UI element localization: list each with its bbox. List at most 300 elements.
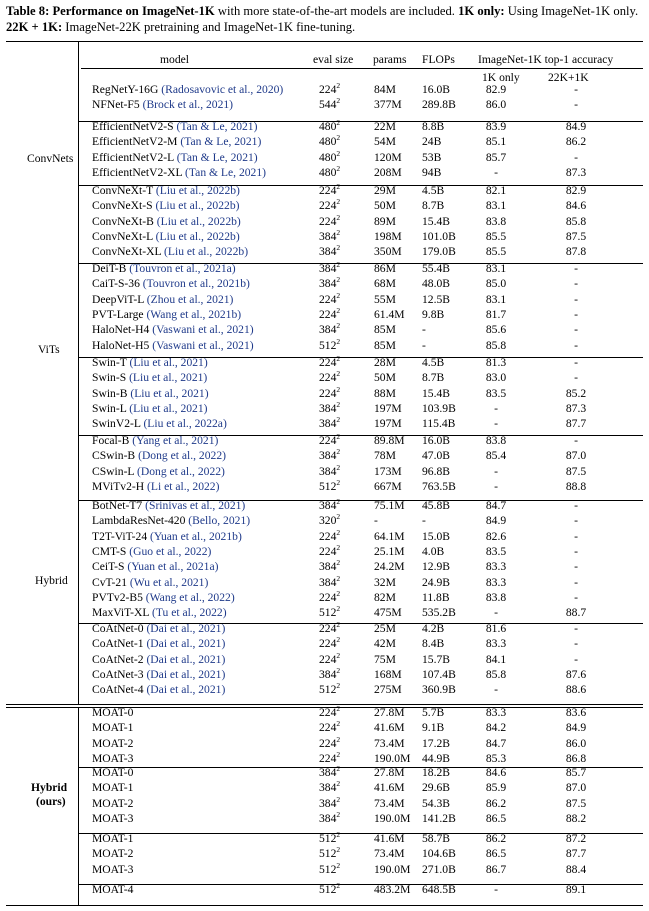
citation-link[interactable]: (Liu et al., 2021): [129, 371, 208, 385]
citation-link[interactable]: (Yuan et al., 2021b): [150, 529, 242, 543]
cell-value: -: [574, 622, 578, 635]
cell-params: [374, 514, 378, 527]
cell-params: [374, 215, 396, 228]
cell-value: 75.1M: [374, 499, 405, 512]
cell-res: [319, 356, 340, 369]
cell-value: 87.2: [565, 832, 587, 845]
cell-value: 384: [319, 402, 337, 416]
cell-value: 53B: [422, 150, 442, 164]
model-label: DeepViT-L: [92, 292, 144, 306]
model-label: CoAtNet-1: [92, 637, 144, 651]
cell-value: 224: [319, 591, 337, 605]
cell-params: [374, 449, 396, 462]
cell-value: -: [574, 292, 578, 306]
cell-value: 115.4B: [422, 417, 456, 431]
cell-value: 197M: [374, 417, 402, 431]
cell-value: 24.9B: [422, 575, 451, 589]
cell-value: -: [494, 166, 498, 180]
model-label: BotNet-T7: [92, 499, 143, 512]
model-name: [92, 215, 241, 228]
cell-flops: [422, 883, 456, 896]
cell-params: [374, 308, 405, 321]
citation-link[interactable]: (Wu et al., 2021): [129, 575, 209, 589]
model-label: Focal-B: [92, 434, 130, 447]
cell-value: 75M: [374, 652, 396, 666]
citation-link[interactable]: (Liu et al., 2021): [129, 402, 208, 416]
cell-value: 83.0: [485, 371, 507, 385]
model-name: [92, 151, 258, 164]
cell-value: 86.7: [485, 862, 507, 876]
cell-value: 82.1: [485, 184, 507, 197]
cell-value: 224: [319, 706, 337, 719]
cell-a22k: [560, 184, 592, 197]
cell-flops: [422, 863, 456, 876]
cell-a22k: [560, 308, 592, 321]
cell-flops: [422, 371, 444, 384]
cell-value: 544: [319, 98, 337, 112]
cell-value: 224: [319, 83, 337, 96]
cell-value: 11.8B: [422, 591, 450, 605]
cell-params: [374, 339, 396, 352]
cell-value: 384: [319, 417, 337, 431]
cell-a1k: [480, 883, 512, 896]
cell-params: [374, 151, 402, 164]
squared-superscript: 2: [336, 212, 341, 222]
model-name: [92, 812, 133, 825]
cell-value: 289.8B: [422, 98, 456, 112]
cell-value: 82.9: [485, 83, 507, 96]
cell-value: 384: [319, 262, 337, 275]
cell-value: 320: [319, 514, 337, 528]
cell-res: [319, 336, 341, 352]
cell-value: 12.9B: [422, 560, 451, 574]
model-name: [92, 98, 233, 111]
cell-a22k: [560, 683, 592, 696]
model-name: [92, 797, 133, 810]
cell-a22k: [560, 752, 592, 765]
cell-flops: [422, 417, 455, 430]
citation-link[interactable]: (Dai et al., 2021): [146, 622, 226, 635]
model-label: MOAT-1: [92, 721, 134, 735]
model-label: HaloNet-H5: [92, 338, 150, 352]
citation-link[interactable]: (Dai et al., 2021): [146, 637, 226, 651]
cell-value: 104.6B: [422, 847, 456, 861]
cell-flops: [422, 560, 450, 573]
citation-link[interactable]: (Radosavovic et al., 2020): [161, 83, 284, 96]
model-name: [92, 752, 133, 765]
cell-value: 224: [319, 199, 337, 213]
cell-res: [319, 308, 340, 321]
squared-superscript: 2: [336, 133, 341, 143]
cell-res: [319, 277, 340, 290]
cell-a22k: [560, 576, 592, 589]
cell-value: 84.6: [565, 199, 587, 213]
cell-params: [374, 637, 396, 650]
cell-value: 82.6: [485, 529, 507, 543]
model-name: [92, 883, 133, 896]
cell-value: 512: [319, 847, 337, 861]
model-name: [92, 514, 250, 527]
squared-superscript: 2: [336, 860, 341, 870]
cell-a1k: [480, 465, 512, 478]
cell-value: 86.5: [485, 812, 507, 826]
cell-params: [374, 706, 405, 719]
cell-a1k: [480, 151, 512, 164]
cell-value: -: [422, 514, 426, 528]
cell-value: -: [494, 883, 498, 896]
cell-value: 84.9: [565, 721, 587, 735]
cell-flops: [422, 230, 456, 243]
cell-value: 224: [319, 184, 337, 197]
cell-a22k: [560, 449, 592, 462]
citation-link[interactable]: (Li et al., 2022): [147, 480, 220, 494]
citation-link[interactable]: (Liu et al., 2022a): [143, 417, 227, 431]
cell-value: 84.9: [485, 514, 507, 528]
model-name: [92, 356, 208, 369]
squared-superscript: 2: [336, 415, 341, 425]
cell-value: 384: [319, 277, 337, 291]
cell-flops: [422, 98, 456, 111]
citation-link[interactable]: (Vaswani et al., 2021): [152, 323, 254, 337]
cell-value: 190.0M: [374, 812, 411, 826]
model-name: [92, 737, 133, 750]
cell-a1k: [480, 576, 512, 589]
model-label: SwinV2-L: [92, 417, 141, 431]
cell-a1k: [480, 402, 512, 415]
citation-link[interactable]: (Liu et al., 2022b): [155, 184, 240, 197]
model-label: CMT-S: [92, 545, 127, 559]
cell-a1k: [480, 166, 512, 179]
cell-flops: [422, 668, 456, 681]
cell-res: [319, 832, 340, 845]
cell-flops: [422, 812, 456, 825]
model-name: [92, 245, 248, 258]
cell-params: [374, 371, 396, 384]
cell-value: 87.3: [565, 402, 587, 416]
citation-link[interactable]: (Tan & Le, 2021): [176, 150, 258, 164]
cell-flops: [422, 832, 450, 845]
model-name: [92, 576, 208, 589]
cell-flops: [422, 606, 456, 619]
caption-label: Table 8:: [6, 4, 50, 18]
cell-a1k: [480, 514, 512, 527]
squared-superscript: 2: [336, 681, 341, 691]
cell-value: 648.5B: [422, 883, 456, 896]
cell-a1k: [480, 863, 512, 876]
cell-res: [319, 781, 340, 794]
block-separator: [79, 833, 643, 834]
cell-res: [319, 262, 340, 275]
cell-a1k: [480, 706, 512, 719]
model-label: PVT-Large: [92, 308, 144, 322]
cell-a22k: [560, 135, 592, 148]
cell-a1k: [480, 812, 512, 825]
cell-params: [374, 480, 402, 493]
group-label-hybrid: Hybrid: [35, 574, 68, 587]
cell-a1k: [480, 215, 512, 228]
cell-value: 103.9B: [422, 402, 456, 416]
cell-params: [374, 832, 405, 845]
cell-value: 81.3: [485, 356, 507, 369]
model-label: MOAT-3: [92, 862, 134, 876]
cell-params: [374, 812, 410, 825]
cell-flops: [422, 277, 450, 290]
cell-value: -: [574, 545, 578, 559]
citation-link[interactable]: (Zhou et al., 2021): [146, 292, 234, 306]
cell-res: [319, 883, 340, 896]
cell-flops: [422, 449, 450, 462]
cell-value: 83.3: [485, 575, 507, 589]
citation-link[interactable]: (Dai et al., 2021): [146, 683, 226, 697]
citation-link[interactable]: (Srinivas et al., 2021): [145, 499, 246, 512]
citation-link[interactable]: (Dong et al., 2022): [137, 464, 225, 478]
cell-res: [319, 734, 341, 750]
squared-superscript: 2: [336, 573, 341, 583]
cell-a1k: [480, 371, 512, 384]
cell-value: 83.3: [485, 706, 507, 719]
model-label: MOAT-0: [92, 706, 134, 719]
cell-params: [374, 668, 402, 681]
cell-res: [319, 683, 340, 696]
cell-a22k: [560, 706, 592, 719]
citation-link[interactable]: (Wang et al., 2021b): [146, 308, 242, 322]
cell-params: [374, 737, 405, 750]
cell-a1k: [480, 591, 512, 604]
cell-value: 12.5B: [422, 292, 451, 306]
squared-superscript: 2: [336, 148, 341, 158]
cell-value: 87.5: [565, 464, 587, 478]
citation-link[interactable]: (Yuan et al., 2021a): [127, 560, 219, 574]
citation-link[interactable]: (Yang et al., 2021): [132, 434, 219, 447]
cell-a22k: [560, 781, 592, 794]
cell-value: 87.5: [565, 230, 587, 244]
cell-value: 512: [319, 480, 337, 494]
cell-a22k: [560, 356, 592, 369]
cell-value: 85.6: [485, 323, 507, 337]
citation-link[interactable]: (Touvron et al., 2021a): [129, 262, 236, 275]
cell-value: 15.4B: [422, 386, 451, 400]
cell-value: 89.1: [565, 883, 587, 896]
cell-value: 85.8: [485, 668, 507, 682]
citation-link[interactable]: (Wang et al., 2022): [145, 591, 235, 605]
cell-res: [319, 166, 340, 179]
cell-value: 83.6: [565, 706, 587, 719]
citation-link[interactable]: (Dai et al., 2021): [146, 652, 226, 666]
cell-a1k: [480, 230, 512, 243]
citation-link[interactable]: (Tan & Le, 2021): [180, 135, 262, 149]
cell-res: [319, 752, 340, 765]
cell-value: 45.8B: [422, 499, 451, 512]
cell-a22k: [560, 863, 592, 876]
cell-a22k: [560, 591, 592, 604]
model-name: [92, 387, 209, 400]
squared-superscript: 2: [336, 881, 341, 891]
cell-value: 667M: [374, 480, 402, 494]
citation-link[interactable]: (Tan & Le, 2021): [176, 120, 258, 133]
model-name: [92, 863, 133, 876]
caption-22k-label: 22K + 1K:: [6, 20, 63, 34]
cell-value: 58.7B: [422, 832, 451, 845]
cell-a1k: [480, 653, 512, 666]
squared-superscript: 2: [336, 306, 341, 316]
cell-res: [319, 812, 340, 825]
cell-flops: [422, 83, 450, 96]
cell-value: 50M: [374, 371, 396, 385]
cell-res: [319, 148, 341, 164]
cell-res: [319, 622, 340, 635]
model-label: EfficientNetV2-L: [92, 150, 174, 164]
model-name: [92, 545, 211, 558]
cell-a1k: [480, 293, 512, 306]
squared-superscript: 2: [336, 369, 341, 379]
cell-value: 224: [319, 529, 337, 543]
citation-link[interactable]: (Liu et al., 2021): [129, 356, 208, 369]
cell-a1k: [480, 387, 512, 400]
citation-link[interactable]: (Bello, 2021): [188, 514, 251, 528]
cell-params: [374, 356, 396, 369]
cell-value: -: [574, 575, 578, 589]
cell-value: 83.1: [485, 199, 507, 213]
cell-value: -: [494, 417, 498, 431]
cell-value: 384: [319, 245, 337, 259]
model-label: DeiT-B: [92, 262, 127, 275]
cell-params: [374, 434, 405, 447]
cell-value: 512: [319, 832, 337, 845]
cell-value: 88.4: [565, 862, 587, 876]
cell-value: 179.0B: [422, 245, 456, 259]
cell-flops: [422, 465, 450, 478]
cell-a22k: [560, 465, 592, 478]
cell-value: 4.5B: [422, 356, 445, 369]
cell-value: -: [494, 606, 498, 620]
cell-value: 61.4M: [374, 308, 405, 322]
cell-value: 512: [319, 338, 337, 352]
cell-value: 83.5: [485, 386, 507, 400]
cell-flops: [422, 166, 441, 179]
cell-a1k: [480, 683, 512, 696]
cell-res: [319, 573, 341, 589]
cell-value: 271.0B: [422, 862, 456, 876]
citation-link[interactable]: (Brock et al., 2021): [142, 98, 234, 112]
citation-link[interactable]: (Tu et al., 2022): [151, 606, 227, 620]
cell-value: 87.7: [565, 847, 587, 861]
cell-value: -: [494, 464, 498, 478]
cell-value: 73.4M: [374, 847, 405, 861]
model-name: [92, 721, 133, 734]
cell-res: [319, 199, 340, 212]
squared-superscript: 2: [336, 243, 341, 253]
citation-link[interactable]: (Touvron et al., 2021b): [142, 277, 250, 291]
cell-value: 83.1: [485, 262, 507, 275]
cell-flops: [422, 576, 450, 589]
cell-params: [374, 184, 396, 197]
model-name: [92, 434, 218, 447]
model-name: [92, 766, 133, 779]
cell-value: 224: [319, 386, 337, 400]
cell-flops: [422, 797, 450, 810]
cell-value: -: [574, 529, 578, 543]
cell-params: [374, 560, 405, 573]
model-name: [92, 308, 241, 321]
citation-link[interactable]: (Vaswani et al., 2021): [152, 338, 254, 352]
cell-value: 15.7B: [422, 652, 451, 666]
citation-link[interactable]: (Dai et al., 2021): [146, 668, 226, 682]
cell-params: [374, 797, 405, 810]
cell-flops: [422, 737, 450, 750]
cell-value: -: [574, 262, 578, 275]
cell-params: [374, 245, 402, 258]
cell-res: [319, 721, 340, 734]
cell-flops: [422, 308, 444, 321]
cell-a1k: [480, 606, 512, 619]
citation-link[interactable]: (Guo et al., 2022): [129, 545, 212, 559]
cell-flops: [422, 184, 444, 197]
cell-flops: [422, 752, 450, 765]
cell-value: 83.8: [485, 434, 507, 447]
model-name: [92, 683, 225, 696]
squared-superscript: 2: [336, 384, 341, 394]
cell-value: 41.6M: [374, 832, 405, 845]
citation-link[interactable]: (Liu et al., 2022b): [155, 199, 240, 213]
cell-value: 83.1: [485, 292, 507, 306]
squared-superscript: 2: [336, 810, 341, 820]
model-label: ConvNeXt-T: [92, 184, 153, 197]
citation-link[interactable]: (Liu et al., 2021): [130, 386, 209, 400]
model-name: [92, 499, 245, 512]
cell-flops: [422, 215, 450, 228]
cell-value: 29M: [374, 184, 396, 197]
cell-value: 384: [319, 575, 337, 589]
model-label: MOAT-2: [92, 796, 134, 810]
cell-a1k: [480, 797, 512, 810]
cell-res: [319, 449, 340, 462]
cell-a22k: [560, 199, 592, 212]
cell-value: 512: [319, 606, 337, 620]
cell-value: 87.8: [565, 245, 587, 259]
citation-link[interactable]: (Dong et al., 2022): [138, 449, 226, 463]
cell-value: 54.3B: [422, 796, 451, 810]
model-label: MViTv2-H: [92, 480, 145, 494]
cell-value: 24B: [422, 135, 442, 149]
citation-link[interactable]: (Liu et al., 2022b): [155, 230, 240, 244]
cell-a1k: [480, 135, 512, 148]
model-label: MaxViT-XL: [92, 606, 150, 620]
model-label: RegNetY-16G: [92, 83, 159, 96]
citation-link[interactable]: (Liu et al., 2022b): [164, 245, 249, 259]
model-name: [92, 293, 233, 306]
cell-flops: [422, 683, 456, 696]
cell-a22k: [560, 560, 592, 573]
cell-params: [374, 293, 396, 306]
model-label: HaloNet-H4: [92, 323, 150, 337]
citation-link[interactable]: (Liu et al., 2022b): [156, 214, 241, 228]
cell-params: [374, 653, 396, 666]
cell-res: [319, 384, 341, 400]
squared-superscript: 2: [336, 527, 341, 537]
cell-a1k: [480, 417, 512, 430]
cell-flops: [422, 781, 450, 794]
model-name: [92, 323, 254, 336]
model-label: MOAT-3: [92, 752, 134, 766]
cell-value: 41.6M: [374, 721, 405, 735]
citation-link[interactable]: (Tan & Le, 2021): [185, 166, 267, 180]
cell-value: 15.0B: [422, 529, 451, 543]
squared-superscript: 2: [336, 650, 341, 660]
squared-superscript: 2: [336, 400, 341, 410]
cell-flops: [422, 847, 456, 860]
cell-value: -: [574, 83, 578, 96]
cell-value: 141.2B: [422, 812, 456, 826]
